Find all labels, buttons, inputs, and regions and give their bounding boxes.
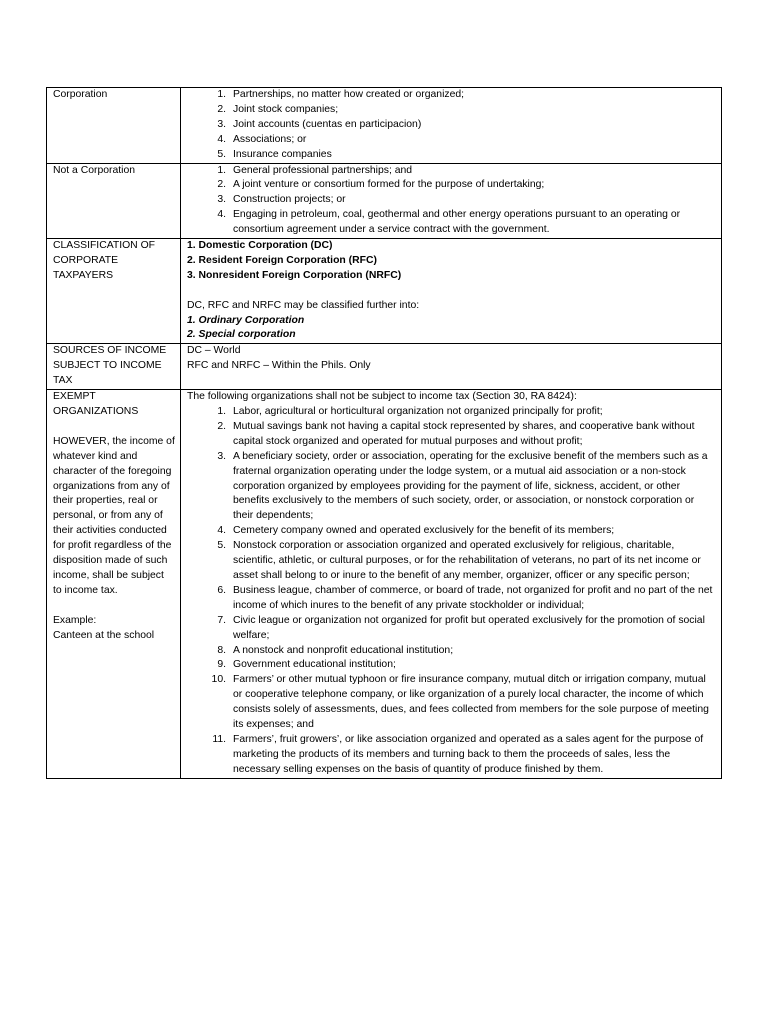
list-item: 2. Mutual savings bank not having a capital stock represented by shares, and cooperative bank without capital stock organized and operated for mutual purposes and without profit; [217, 420, 695, 447]
numbered-list [187, 88, 716, 163]
list-item: 3. A beneficiary society, order or association, operating for the exclusive benefit of the members such as a fraternal organization operating under the lodge system, or a mutual aid association or a non-stock corporation organized by employees providing for the payment of life, sickness, accident, or other benefits exclusively to the members of such society, order, or association, or nonstock corporation or their dependents; [217, 450, 708, 522]
list-item: 5. Nonstock corporation or association organized and operated exclusively for religious, charitable, scientific, athletic, or cultural purposes, or for the rehabilitation of veterans, no part of its net income or asset shall belong to or inure to the benefit of any member, organizer, officer or any specific person; [217, 540, 701, 581]
source-line: RFC and NRFC – Within the Phils. Only [187, 360, 371, 372]
row-label: CLASSIFICATION OF CORPORATE TAXPAYERS [47, 239, 181, 344]
corporation-type: 2. Resident Foreign Corporation (RFC) [187, 254, 377, 266]
list-item: 11. Farmers’, fruit growers’, or like association organized and operated as a sales agent for the purpose of marketing the products of its members and turning back to them the proceeds of sales, less the necessary selling expenses on the basis of quantity of produce finished by them. [212, 733, 704, 775]
example-text: Canteen at the school [53, 629, 155, 641]
spacer [53, 599, 175, 614]
row-content [181, 88, 722, 164]
example-heading: Example: [53, 614, 97, 626]
row-label: EXEMPT ORGANIZATIONS [53, 391, 139, 418]
corporation-type: 3. Nonresident Foreign Corporation (NRFC) [187, 269, 402, 281]
table-row-not-corporation [47, 163, 722, 239]
list-item: 8. A nonstock and nonprofit educational institution; [217, 644, 454, 656]
numbered-list [187, 164, 716, 239]
row-content [181, 344, 722, 390]
list-item: 1. Labor, agricultural or horticultural organization not organized principally for profit; [217, 406, 603, 418]
table-row-classification [47, 239, 722, 344]
label-note: HOWEVER, the income of whatever kind and character of the foregoing organizations from any of their properties, real or personal, or from any of their activities conducted for profit regardless of the disposition made of such income, shall be subject to income tax. [53, 435, 175, 596]
list-item: 3. Construction projects; or [217, 194, 346, 206]
intro-text: The following organizations shall not be subject to income tax (Section 30, RA 8424): [187, 391, 577, 403]
row-label: Not a Corporation [47, 163, 181, 239]
row-content [181, 163, 722, 239]
list-item: 4. Engaging in petroleum, coal, geothermal and other energy operations pursuant to an operating or consortium agreement under a service contract with the government. [217, 209, 681, 236]
table-row-sources [47, 344, 722, 390]
list-item: 2. Joint stock companies; [217, 103, 339, 115]
list-item: 4. Cemetery company owned and operated exclusively for the benefit of its members; [217, 525, 615, 537]
row-content [181, 239, 722, 344]
list-item: 7. Civic league or organization not organized for profit but operated exclusively for the promotion of social welfare; [217, 614, 705, 641]
list-item: 4. Associations; or [217, 133, 307, 145]
further-text: DC, RFC and NRFC may be classified further into: [187, 299, 420, 311]
list-item: 6. Business league, chamber of commerce, or board of trade, not organized for profit and no part of the net income of which inures to the benefit of any private stockholder or individual; [217, 584, 713, 611]
spacer [53, 420, 175, 435]
row-label: Corporation [47, 88, 181, 164]
list-item: 10. Farmers’ or other mutual typhoon or fire insurance company, mutual ditch or irrigation company, mutual or cooperative telephone company, or like organization of a purely local character, the income of which consists solely of assessments, dues, and fees collected from members for the sole purpose of meeting its expenses; and [211, 674, 709, 731]
further-type: 1. Ordinary Corporation [187, 314, 305, 326]
numbered-list [187, 405, 716, 778]
further-type: 2. Special corporation [187, 329, 296, 341]
source-line: DC – World [187, 345, 241, 357]
corporation-type: 1. Domestic Corporation (DC) [187, 240, 333, 252]
table-row-exempt [47, 390, 722, 779]
list-item: 1. Partnerships, no matter how created or organized; [217, 89, 465, 100]
row-content [181, 390, 722, 779]
row-label-cell [47, 390, 181, 779]
table-row-corporation [47, 88, 722, 164]
spacer [187, 284, 716, 299]
tax-table [46, 87, 722, 779]
list-item: 1. General professional partnerships; and [217, 164, 413, 176]
list-item: 3. Joint accounts (cuentas en participacion) [217, 118, 422, 130]
list-item: 9. Government educational institution; [217, 659, 396, 671]
row-label: SOURCES OF INCOME SUBJECT TO INCOME TAX [47, 344, 181, 390]
list-item: 5. Insurance companies [217, 148, 332, 160]
list-item: 2. A joint venture or consortium formed for the purpose of undertaking; [217, 179, 545, 191]
